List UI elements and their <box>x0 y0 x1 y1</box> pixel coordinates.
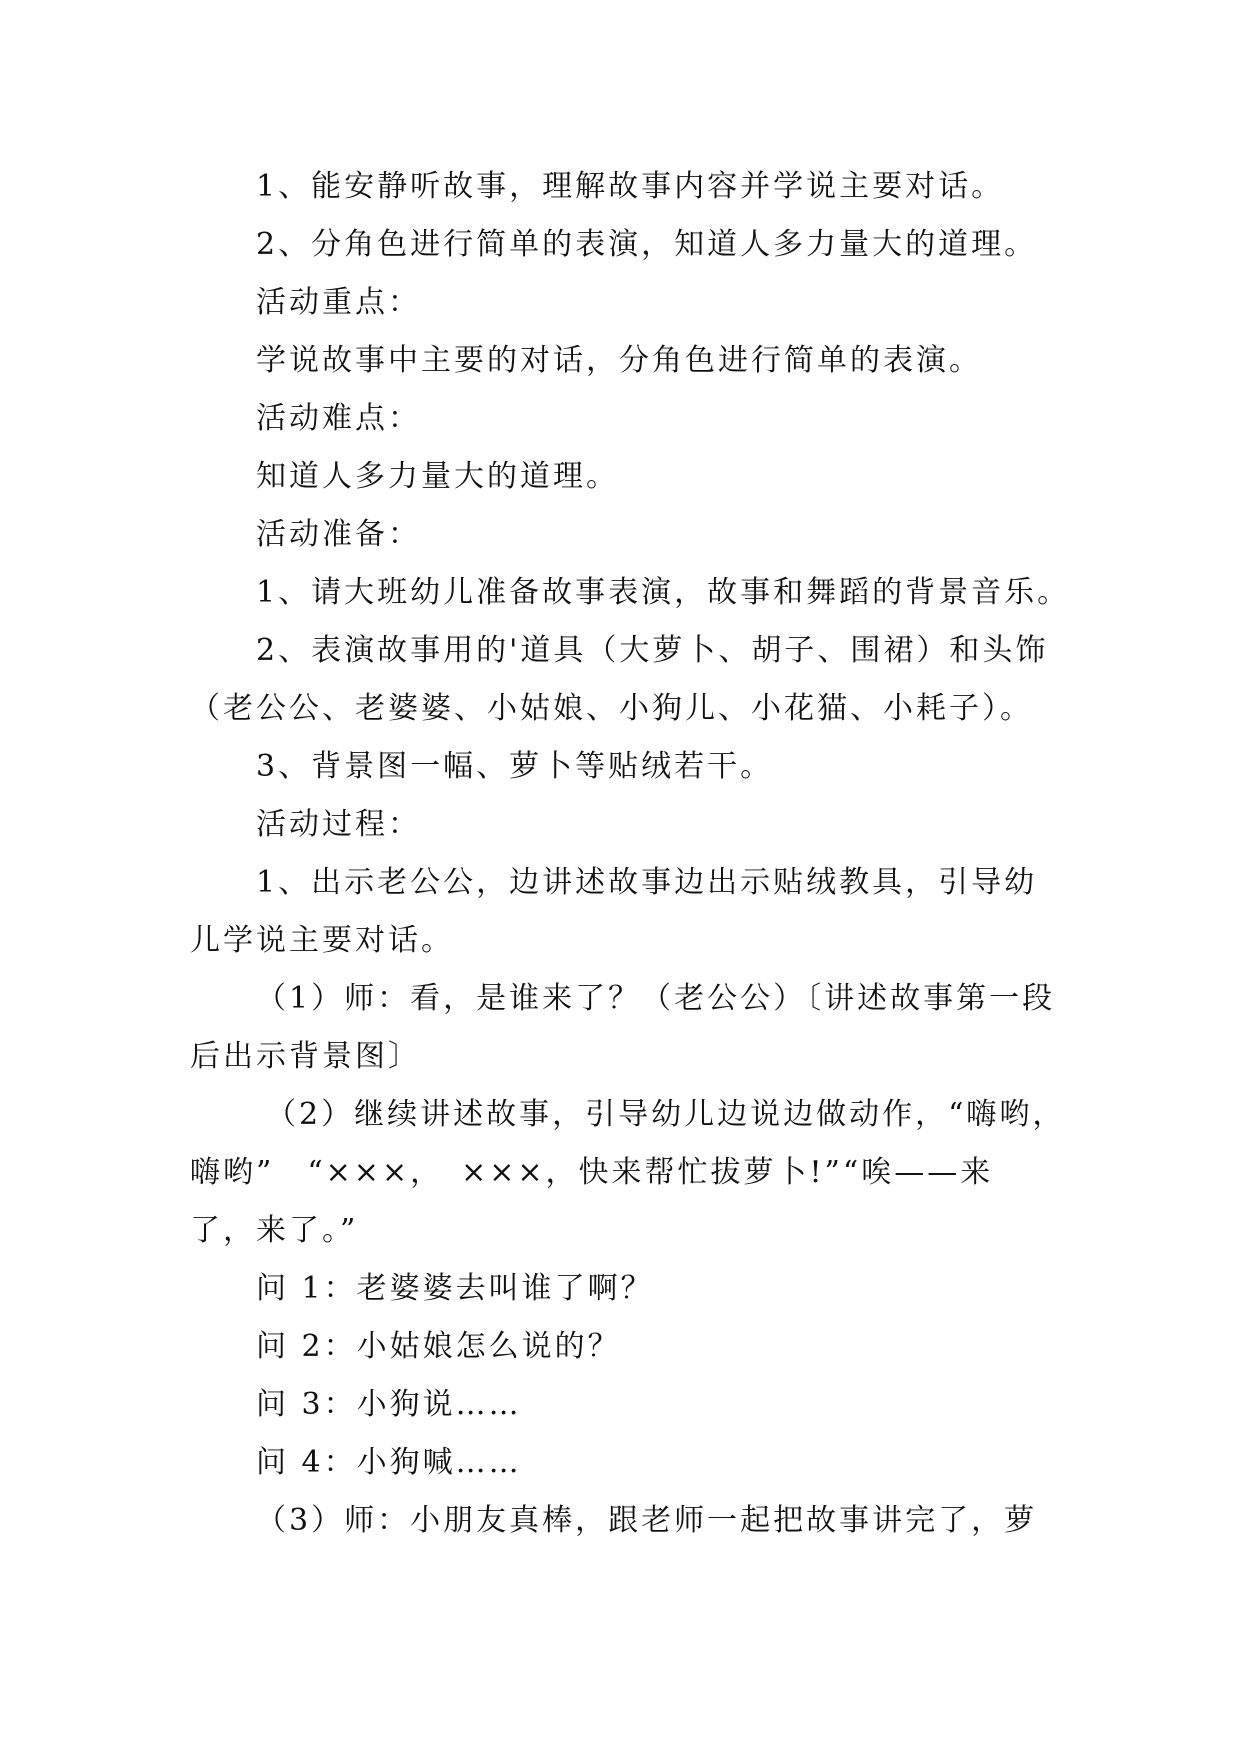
text-line: 了，来了。” <box>190 1213 359 1248</box>
section-heading: 活动难点： <box>256 401 421 436</box>
text-line: 2、分角色进行简单的表演，知道人多力量大的道理。 <box>256 227 1038 262</box>
text-line: 1、请大班幼儿准备故事表演，故事和舞蹈的背景音乐。 <box>256 575 1071 610</box>
text-line: （老公公、老婆婆、小姑娘、小狗儿、小花猫、小耗子）。 <box>190 691 1033 726</box>
text-line: 儿学说主要对话。 <box>190 923 454 958</box>
text-line: 1、出示老公公，边讲述故事边出示贴绒教具，引导幼 <box>256 865 1038 900</box>
text-line: 学说故事中主要的对话，分角色进行简单的表演。 <box>256 343 982 378</box>
text-line: 后出示背景图〕 <box>190 1039 421 1074</box>
text-line: （2）继续讲述故事，引导幼儿边说边做动作，“嗨哟， <box>266 1097 1066 1132</box>
text-line: 问 2：小姑娘怎么说的？ <box>256 1329 621 1364</box>
text-line: 问 1：老婆婆去叫谁了啊？ <box>256 1271 654 1306</box>
text-line: 3、背景图一幅、萝卜等贴绒若干。 <box>256 749 774 784</box>
text-line: （3）师：小朋友真棒，跟老师一起把故事讲完了，萝 <box>256 1503 1038 1538</box>
section-heading: 活动重点： <box>256 285 421 320</box>
text-line: 1、能安静听故事，理解故事内容并学说主要对话。 <box>256 169 1005 204</box>
text-line: 问 4：小狗喊…… <box>256 1445 522 1480</box>
text-line: 知道人多力量大的道理。 <box>256 459 619 494</box>
document-page <box>190 158 1070 1550</box>
section-heading: 活动过程： <box>256 807 421 842</box>
text-line: 问 3：小狗说…… <box>256 1387 522 1422</box>
text-line: （1）师：看，是谁来了？（老公公）〔讲述故事第一段 <box>256 981 1056 1016</box>
text-line: 2、表演故事用的'道具（大萝卜、胡子、围裙）和头饰 <box>256 633 1049 668</box>
text-line: 嗨哟” “×××， ×××，快来帮忙拔萝卜!”“唉——来 <box>190 1155 994 1190</box>
section-heading: 活动准备： <box>256 517 421 552</box>
